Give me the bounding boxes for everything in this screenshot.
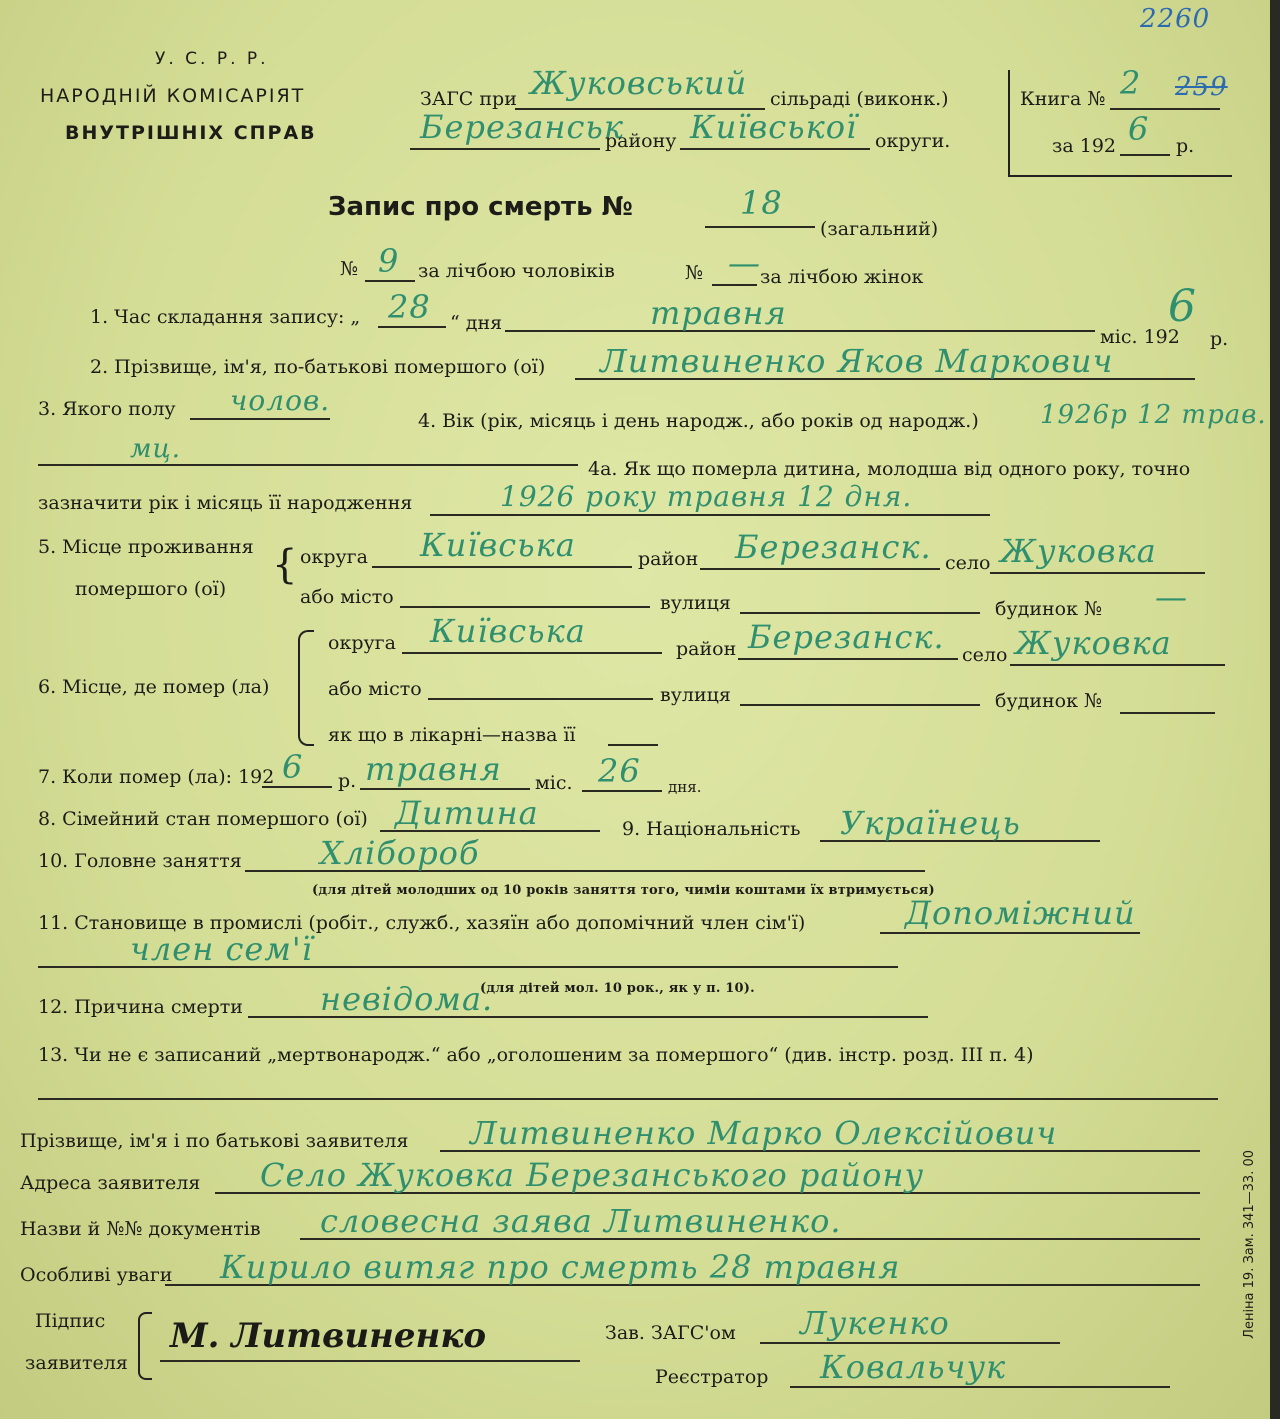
f12-label: 12. Причина смерти [38, 996, 243, 1018]
declarant-name-label: Прізвище, ім'я і по батькові заявителя [20, 1130, 409, 1152]
year-value: 6 [1128, 110, 1150, 148]
record-note: (загальний) [820, 218, 939, 240]
okruha-value: Київської [690, 108, 858, 146]
f5-label2: помершого (ої) [75, 578, 227, 600]
raion-value: Березанськ [420, 108, 624, 146]
f6-hosp: як що в лікарні—назва її [328, 724, 576, 746]
f5-vul: вулиця [660, 592, 731, 614]
declarant-docs-value: словесна заява Литвиненко. [320, 1202, 842, 1240]
f5-bud: будинок № [995, 598, 1102, 620]
f1-suffix: р. [1210, 328, 1229, 350]
printer-imprint: Леніна 19. Зам. 341—33. 00 [1242, 1150, 1257, 1339]
f8-label: 8. Сімейний стан помершого (ої) [38, 808, 368, 830]
f4a-label: 4а. Як що померла дитина, молодша від одного року, точно [588, 458, 1191, 480]
f11-label: 11. Становище в промислі (робіт., служб., хазяїн або допомічний член сім'ї) [38, 912, 806, 934]
f4-cont: мц. [130, 434, 181, 464]
f3-value: чолов. [230, 384, 331, 417]
book-struck-value: 259 [1175, 72, 1228, 102]
men-label: № [340, 258, 358, 280]
f6-brace [298, 630, 314, 746]
f6-selo: село [962, 644, 1008, 666]
f13-label: 13. Чи не є записаний „мертвонародж.“ або „оголошеним за помершого“ (див. інстр. розд. III п. 4) [38, 1044, 1034, 1066]
registrar-label: Реєстратор [655, 1366, 769, 1388]
f9-value: Українець [840, 804, 1021, 842]
f6-okruha-value: Київська [430, 612, 586, 650]
f6-raion-value: Березанск. [748, 618, 945, 656]
f7-r: р. [338, 770, 357, 792]
f4-label: 4. Вік (рік, місяць і день народж., або років од народж.) [418, 410, 979, 432]
f1-month: травня [650, 294, 787, 332]
f4-value: 1926р 12 трав. [1040, 400, 1267, 430]
f5-raion-value: Березанск. [735, 528, 932, 566]
f10-label: 10. Головне заняття [38, 850, 242, 872]
f7-dnia: дня. [668, 778, 702, 796]
declarant-address-label: Адреса заявителя [20, 1172, 201, 1194]
f6-bud: будинок № [995, 690, 1102, 712]
f2-label: 2. Прізвище, ім'я, по-батькові помершого (ої) [90, 356, 546, 378]
f5-brace: { [272, 542, 298, 588]
f11-note: (для дітей мол. 10 рок., як у п. 10). [480, 981, 755, 996]
raion-label: району [605, 130, 677, 152]
declarant-notes-value: Кирило витяг про смерть 28 травня [220, 1248, 901, 1286]
f11-value: Допоміжний [905, 894, 1136, 932]
f5-selo: село [945, 552, 991, 574]
f5-misto: або місто [300, 586, 394, 608]
year-suffix: р. [1176, 135, 1195, 157]
women-text: за лічбою жінок [760, 266, 924, 288]
f6-okruha: округа [328, 632, 396, 654]
f3-label: 3. Якого полу [38, 398, 176, 420]
women-value: — [728, 244, 761, 282]
f10-value: Хлібороб [320, 834, 480, 872]
f1-year: 6 [1168, 281, 1197, 332]
commissariat-label: НАРОДНІЙ КОМІСАРІЯТ [40, 85, 306, 107]
declarant-signature: М. Литвиненко [170, 1316, 487, 1356]
f7-year: 6 [282, 748, 304, 786]
women-label: № [685, 262, 703, 284]
f5-bud-value: — [1155, 578, 1188, 616]
f6-selo-value: Жуковка [1015, 624, 1172, 662]
state-label: У. С. Р. Р. [155, 49, 269, 69]
record-number: 18 [740, 184, 783, 222]
zags-prefix: ЗАГС при [420, 88, 517, 110]
book-value: 2 [1120, 64, 1142, 102]
dept-label: ВНУТРІШНІХ СПРАВ [65, 122, 317, 144]
men-text: за лічбою чоловіків [418, 260, 615, 282]
f6-misto: або місто [328, 678, 422, 700]
sign-label-1: Підпис [35, 1310, 106, 1332]
f5-raion: район [638, 548, 699, 570]
zags-village: Жуковський [530, 64, 748, 102]
men-value: 9 [378, 242, 400, 280]
archive-number: 2260 [1140, 4, 1211, 34]
f1-label: 1. Час складання запису: „ [90, 306, 361, 328]
f4a-value: 1926 року травня 12 дня. [500, 480, 913, 513]
f7-day: 26 [598, 752, 641, 790]
f5-selo-value: Жуковка [1000, 532, 1157, 570]
f10-note: (для дітей молодших од 10 років заняття того, чиміи коштами їх втримується) [312, 883, 935, 898]
f7-mis: міс. [535, 772, 573, 794]
f1-mid: “ дня [450, 312, 503, 334]
f8-value: Дитина [395, 794, 539, 832]
f1-year-label: міс. 192 [1100, 326, 1180, 348]
f6-label: 6. Місце, де помер (ла) [38, 676, 270, 698]
f9-label: 9. Національність [622, 818, 801, 840]
head-signature: Лукенко [800, 1304, 950, 1342]
sign-label-2: заявителя [25, 1352, 128, 1374]
record-title: Запис про смерть № [328, 192, 633, 222]
f5-okruha-value: Київська [420, 526, 576, 564]
zags-suffix: сільраді (виконк.) [770, 88, 949, 110]
declarant-notes-label: Особливі уваги [20, 1264, 173, 1286]
f11-cont: член сем'ї [130, 930, 313, 968]
declarant-address-value: Село Жуковка Березанського району [260, 1156, 924, 1194]
f2-value: Литвиненко Яков Маркович [600, 342, 1114, 380]
f4a-label2: зазначити рік і місяць її народження [38, 492, 413, 514]
year-label: за 192 [1052, 135, 1116, 157]
declarant-docs-label: Назви й №№ документів [20, 1218, 261, 1240]
f5-label1: 5. Місце проживання [38, 536, 254, 558]
f7-month: травня [365, 750, 502, 788]
book-label: Книга № [1020, 88, 1106, 110]
registrar-signature: Ковальчук [820, 1348, 1007, 1386]
f1-day: 28 [388, 288, 431, 326]
f5-okruha: округа [300, 546, 368, 568]
f6-vul: вулиця [660, 684, 731, 706]
okruha-label: округи. [875, 130, 951, 152]
declarant-name-value: Литвиненко Марко Олексійович [470, 1114, 1058, 1152]
f7-label: 7. Коли помер (ла): 192 [38, 766, 275, 788]
sign-brace [138, 1312, 152, 1380]
f12-value: невідома. [320, 980, 494, 1018]
f6-raion: район [676, 638, 737, 660]
head-label: Зав. ЗАГС'ом [605, 1322, 736, 1344]
